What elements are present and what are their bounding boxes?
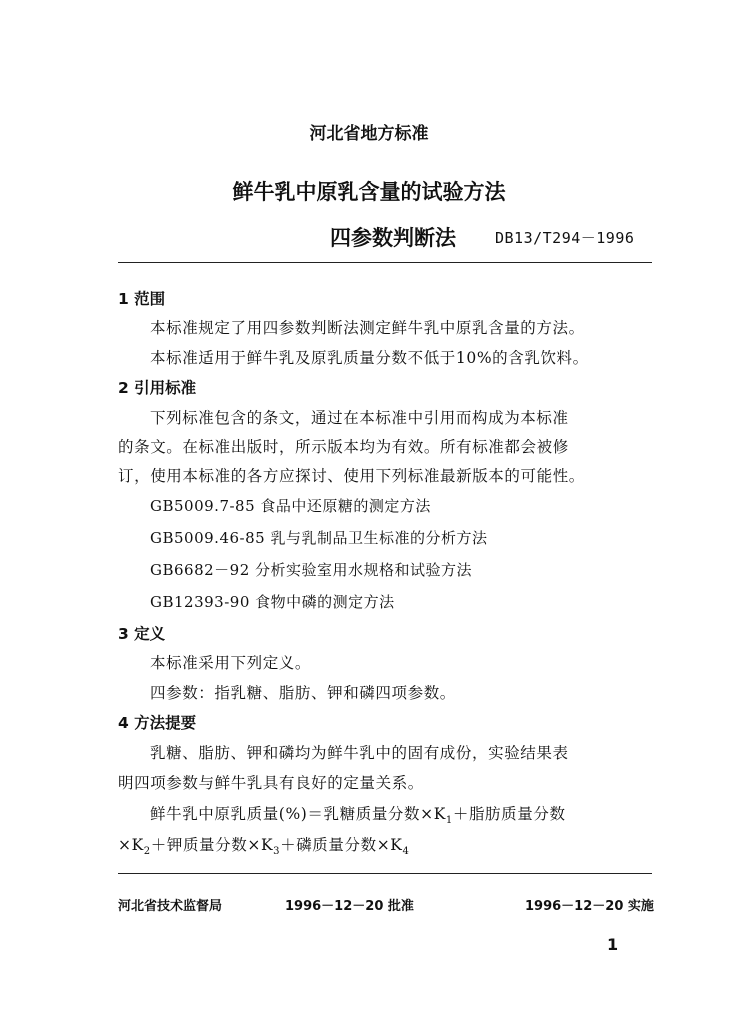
reference-item: GB12393-90 食物中磷的测定方法	[150, 593, 395, 611]
reference-item: GB6682－92 分析实验室用水规格和试验方法	[150, 561, 473, 579]
footer-divider	[118, 873, 652, 874]
paragraph: 乳糖、脂肪、钾和磷均为鲜牛乳中的固有成份，实验结果表	[150, 744, 569, 762]
formula-line: 鲜牛乳中原乳质量(%)＝乳糖质量分数$\times K_1+$脂肪质量分数	[150, 805, 566, 827]
paragraph: 下列标准包含的条文，通过在本标准中引用而构成为本标准	[150, 409, 569, 427]
page-number: 1	[607, 935, 619, 954]
paragraph: 本标准规定了用四参数判断法测定鲜牛乳中原乳含量的方法。	[150, 319, 585, 337]
paragraph: 明四项参数与鲜牛乳具有良好的定量关系。	[118, 774, 424, 792]
formula-line: $\times K_2+$钾质量分数$\times K_3+$磷质量分数$\times K_4$	[118, 836, 410, 858]
section-heading-method: 4 方法提要	[118, 714, 197, 732]
header-divider	[118, 262, 652, 263]
approval-date: 1996－12－20 批准	[285, 899, 414, 914]
publisher-label: 河北省技术监督局	[118, 899, 223, 914]
paragraph: 订，使用本标准的各方应探讨、使用下列标准最新版本的可能性。	[118, 467, 585, 485]
reference-item: GB5009.46-85 乳与乳制品卫生标准的分析方法	[150, 529, 488, 547]
section-heading-references: 2 引用标准	[118, 379, 197, 397]
paragraph: 的条文。在标准出版时，所示版本均为有效。所有标准都会被修	[118, 438, 569, 456]
document-title: 鲜牛乳中原乳含量的试验方法	[232, 180, 506, 204]
paragraph: 本标准采用下列定义。	[150, 654, 312, 672]
paragraph: 本标准适用于鲜牛乳及原乳质量分数不低于10%的含乳饮料。	[150, 349, 589, 367]
reference-item: GB5009.7-85 食品中还原糖的测定方法	[150, 497, 431, 515]
document-subtitle: 四参数判断法	[330, 226, 456, 250]
implementation-date: 1996－12－20 实施	[525, 899, 654, 914]
standard-number: DB13/T294－1996	[495, 229, 635, 247]
issuer-label: 河北省地方标准	[309, 124, 429, 144]
paragraph: 四参数：指乳糖、脂肪、钾和磷四项参数。	[150, 684, 456, 702]
section-heading-scope: 1 范围	[118, 290, 166, 308]
section-heading-definitions: 3 定义	[118, 625, 166, 643]
